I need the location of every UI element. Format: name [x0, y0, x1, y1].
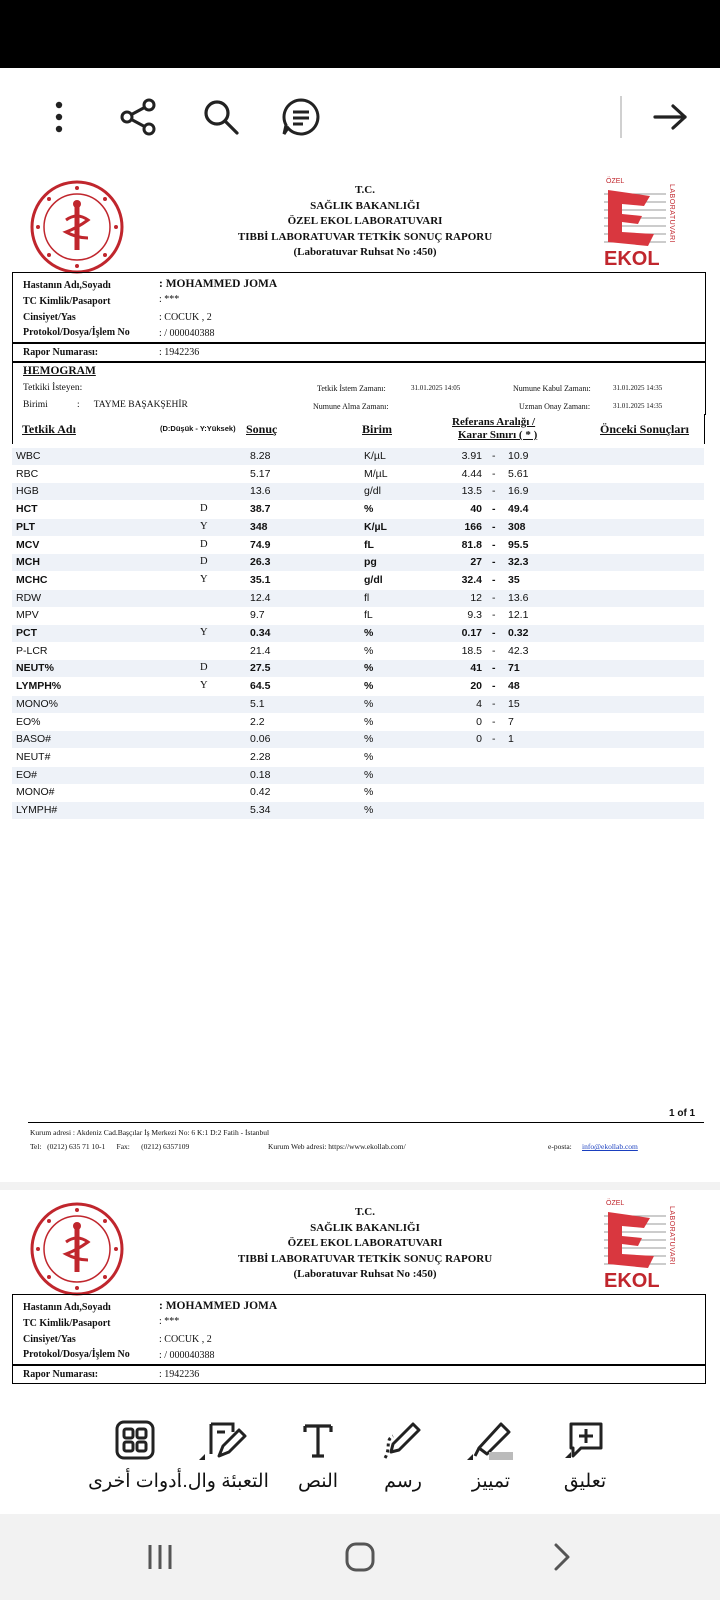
test-name-cell: HGB [16, 485, 39, 498]
flag-cell: Y [200, 520, 208, 532]
col-unit: Birim [362, 422, 392, 436]
patient-name-label: Hastanın Adı,Soyadı [23, 280, 111, 291]
table-row [12, 590, 704, 607]
ref-low-cell: 3.91 [461, 450, 482, 462]
result-cell: 2.2 [250, 715, 265, 728]
result-cell: 35.1 [250, 573, 271, 586]
test-name-cell: PLT [16, 520, 36, 533]
patient-sex-label: Cinsiyet/Yas [23, 1334, 76, 1345]
col-test-name: Tetkik Adı [22, 422, 76, 436]
result-cell: 38.7 [250, 503, 271, 516]
text-icon [263, 1414, 373, 1466]
ministry-seal-logo [30, 1202, 124, 1296]
ref-dash-cell: - [492, 680, 496, 693]
result-cell: 2.28 [250, 750, 271, 763]
footer-tel: Tel: (0212) 635 71 10-1 Fax: (0212) 6357109 [30, 1142, 190, 1151]
test-name-cell: EO# [16, 768, 38, 781]
ref-low-cell: 81.8 [461, 538, 482, 551]
result-cell: 74.9 [250, 538, 271, 551]
search-icon[interactable] [196, 92, 246, 142]
ref-low-cell: 9.3 [467, 609, 482, 622]
ref-high-cell: 71 [508, 662, 520, 675]
patient-name-label: Hastanın Adı,Soyadı [23, 1302, 111, 1313]
ref-dash-cell: - [492, 733, 496, 746]
test-name-cell: MCH [16, 556, 40, 569]
test-name-cell: MONO% [16, 697, 58, 710]
report-number-box [12, 1364, 706, 1384]
patient-sex-value: : COCUK , 2 [159, 1334, 212, 1345]
test-name-cell: NEUT% [16, 662, 54, 675]
col-previous: Önceki Sonuçları [600, 422, 690, 436]
patient-sex-label: Cinsiyet/Yas [23, 312, 76, 323]
table-row [12, 625, 704, 642]
document-viewer[interactable] [0, 166, 720, 1388]
report-number-label: Rapor Numarası: [23, 347, 99, 358]
patient-id-label: TC Kimlik/Pasaport [23, 1318, 111, 1329]
home-icon[interactable] [330, 1534, 390, 1580]
ref-dash-cell: - [492, 627, 496, 639]
table-row [12, 448, 704, 465]
table-row [12, 519, 704, 536]
result-cell: 348 [250, 520, 268, 533]
ref-low-cell: 4 [476, 697, 482, 710]
more-vert-icon[interactable] [34, 92, 84, 142]
test-name-cell: WBC [16, 450, 41, 462]
more-tools-icon [80, 1414, 190, 1466]
unit-value: : TAYME BAŞAKŞEHİR [77, 400, 188, 410]
ref-dash-cell: - [492, 467, 496, 480]
comment-add-icon [530, 1414, 640, 1466]
protocol-label: Protokol/Dosya/İşlem No [23, 327, 130, 338]
table-row [12, 483, 704, 500]
ref-low-cell: 27 [470, 556, 482, 569]
approve-time-value: 31.01.2025 14:35 [613, 402, 663, 410]
header-line-ministry: SAĞLIK BAKANLIĞI [310, 1221, 420, 1234]
test-name-cell: MCV [16, 538, 40, 551]
unit-cell: % [364, 627, 374, 639]
ref-high-cell: 15 [508, 697, 520, 710]
unit-cell: g/dl [364, 573, 383, 586]
col-result: Sonuç [246, 422, 278, 436]
header-line-license: (Laboratuvar Ruhsat No :450) [293, 1268, 437, 1280]
flag-cell: D [200, 662, 208, 674]
table-row [12, 678, 704, 695]
order-time-value: 31.01.2025 14:05 [411, 384, 461, 392]
ref-dash-cell: - [492, 538, 496, 551]
test-name-cell: MCHC [16, 573, 48, 586]
flag-cell: D [200, 503, 208, 515]
more-tools-label: أدوات أخرى [88, 1471, 182, 1492]
unit-cell: % [364, 644, 374, 657]
unit-cell: % [364, 733, 374, 746]
table-row [12, 554, 704, 571]
patient-info-box [12, 272, 706, 344]
draw-tool-label: رسم [384, 1471, 422, 1492]
test-name-cell: RBC [16, 467, 39, 480]
unit-cell: % [364, 750, 374, 763]
test-name-cell: MPV [16, 609, 39, 622]
result-cell: 0.34 [250, 627, 271, 639]
unit-cell: % [364, 503, 374, 516]
result-cell: 13.6 [250, 485, 271, 498]
ref-low-cell: 0.17 [461, 627, 482, 639]
header-line-report: TIBBİ LABORATUVAR TETKİK SONUÇ RAPORU [237, 1252, 493, 1265]
ref-high-cell: 13.6 [508, 591, 529, 604]
table-row [12, 802, 704, 819]
fill-sign-tool-label: التعبئة وال.. [177, 1471, 269, 1492]
ekol-logo: ÖZEL LABORATUVARI EKOL [604, 1200, 675, 1292]
table-row [12, 607, 704, 624]
test-name-cell: P-LCR [16, 644, 48, 657]
ref-low-cell: 12 [470, 591, 482, 604]
unit-cell: K/µL [364, 450, 386, 462]
ref-high-cell: 7 [508, 715, 514, 728]
page-count: 1 of 1 [669, 1108, 696, 1119]
header-line-report: TIBBİ LABORATUVAR TETKİK SONUÇ RAPORU [237, 230, 493, 243]
ref-high-cell: 10.9 [508, 450, 529, 462]
bottom-tool-bar [0, 1388, 720, 1514]
test-name-cell: BASO# [16, 733, 52, 746]
unit-cell: K/µL [364, 520, 387, 533]
col-ref-line2: Karar Sınırı ( * ) [458, 429, 538, 441]
table-row [12, 501, 704, 518]
ref-dash-cell: - [492, 697, 496, 710]
ref-low-cell: 18.5 [461, 644, 482, 657]
ref-low-cell: 13.5 [461, 485, 482, 498]
result-cell: 64.5 [250, 680, 271, 693]
flag-cell: D [200, 538, 208, 550]
comment-tool[interactable] [530, 1414, 640, 1493]
result-cell: 27.5 [250, 662, 271, 675]
ref-high-cell: 95.5 [508, 538, 529, 551]
result-cell: 5.17 [250, 467, 271, 480]
comment-tool-label: تعليق [563, 1471, 607, 1492]
report-number-label: Rapor Numarası: [23, 1369, 99, 1380]
highlight-tool-label: تمييز [471, 1471, 511, 1492]
result-cell: 21.4 [250, 644, 271, 657]
test-name-cell: LYMPH% [16, 680, 62, 693]
table-row [12, 784, 704, 801]
sample-time-label: Numune Alma Zamanı: [313, 402, 389, 411]
ref-high-cell: 0.32 [508, 627, 529, 639]
result-cell: 9.7 [250, 609, 265, 622]
report-number-box [12, 342, 706, 362]
flag-cell: D [200, 556, 208, 568]
unit-cell: pg [364, 556, 377, 569]
header-line-tc: T.C. [355, 184, 375, 196]
section-title: HEMOGRAM [23, 365, 96, 377]
ministry-seal-logo [30, 180, 124, 274]
ref-dash-cell: - [492, 520, 496, 533]
text-tool-label: النص [297, 1471, 339, 1492]
patient-id-value: : *** [159, 1316, 180, 1327]
report-number-value: : 1942236 [159, 347, 200, 358]
patient-info-box [12, 1294, 706, 1366]
unit-cell: M/µL [364, 467, 388, 480]
ref-dash-cell: - [492, 609, 496, 622]
table-row [12, 643, 704, 660]
recents-icon[interactable] [130, 1534, 190, 1580]
unit-cell: fL [364, 609, 373, 622]
patient-name-value: : MOHAMMED JOMA [159, 1300, 278, 1312]
approve-time-label: Uzman Onay Zamanı: [519, 402, 591, 411]
protocol-value: : / 000040388 [159, 328, 215, 339]
ref-dash-cell: - [492, 485, 496, 498]
report-number-value: : 1942236 [159, 1369, 200, 1380]
ref-high-cell: 16.9 [508, 485, 529, 498]
unit-cell: fl [364, 591, 370, 604]
table-row [12, 572, 704, 589]
ref-high-cell: 42.3 [508, 644, 529, 657]
pdf-page-1 [0, 166, 720, 1182]
ref-high-cell: 5.61 [508, 467, 529, 480]
table-row [12, 660, 704, 677]
ref-high-cell: 35 [508, 573, 520, 586]
ref-high-cell: 12.1 [508, 609, 529, 622]
unit-label: Birimi [23, 400, 48, 410]
ref-dash-cell: - [492, 450, 496, 462]
patient-sex-value: : COCUK , 2 [159, 312, 212, 323]
result-cell: 0.06 [250, 733, 271, 746]
unit-cell: g/dl [364, 485, 381, 498]
footer-email-label: e-posta: [548, 1142, 572, 1151]
test-name-cell: MONO# [16, 786, 55, 799]
table-row [12, 696, 704, 713]
result-cell: 26.3 [250, 556, 271, 569]
header-line-license: (Laboratuvar Ruhsat No :450) [293, 246, 437, 258]
unit-cell: fL [364, 538, 374, 551]
ekol-logo: ÖZEL LABORATUVARI EKOL [604, 178, 675, 270]
protocol-label: Protokol/Dosya/İşlem No [23, 1349, 130, 1360]
table-row [12, 731, 704, 748]
col-flag-legend: (D:Düşük - Y:Yüksek) [160, 424, 236, 433]
comment-icon[interactable] [276, 92, 326, 142]
table-row [12, 537, 704, 554]
ref-low-cell: 0 [476, 733, 482, 746]
back-icon[interactable] [532, 1534, 592, 1580]
ref-high-cell: 308 [508, 520, 526, 533]
flag-cell: Y [200, 680, 208, 692]
unit-cell: % [364, 715, 374, 728]
table-row [12, 749, 704, 766]
table-row [12, 714, 704, 731]
unit-cell: % [364, 768, 374, 781]
arrow-right-icon[interactable] [646, 92, 696, 142]
flag-cell: Y [200, 627, 208, 638]
table-row [12, 466, 704, 483]
test-name-cell: HCT [16, 503, 38, 516]
ref-low-cell: 40 [470, 503, 482, 516]
accept-time-value: 31.01.2025 14:35 [613, 384, 663, 392]
result-cell: 5.1 [250, 697, 265, 710]
ref-high-cell: 32.3 [508, 556, 529, 569]
footer-email-link[interactable]: info@ekollab.com [582, 1142, 638, 1151]
ref-low-cell: 41 [470, 662, 482, 675]
ref-dash-cell: - [492, 591, 496, 604]
test-name-cell: NEUT# [16, 750, 51, 763]
test-name-cell: LYMPH# [16, 804, 58, 816]
ref-dash-cell: - [492, 556, 496, 569]
order-time-label: Tetkik İstem Zamanı: [317, 384, 386, 393]
unit-cell: % [364, 804, 374, 816]
share-icon[interactable] [114, 92, 164, 142]
table-row [12, 767, 704, 784]
ref-dash-cell: - [492, 573, 496, 586]
text-tool[interactable] [263, 1414, 373, 1493]
ref-low-cell: 4.44 [461, 467, 482, 480]
system-nav-bar [0, 1514, 720, 1600]
status-bar [0, 0, 720, 68]
ref-low-cell: 32.4 [461, 573, 482, 586]
test-meta-box [12, 362, 706, 415]
result-cell: 5.34 [250, 804, 271, 816]
unit-cell: % [364, 786, 374, 799]
requester-label: Tetkiki İsteyen: [23, 383, 83, 393]
footer-address: Kurum adresi : Akdeniz Cad.Başçılar İş Merkezi No: 6 K:1 D:2 Fatih - İstanbul [30, 1128, 270, 1137]
ref-low-cell: 20 [470, 680, 482, 693]
result-cell: 8.28 [250, 450, 271, 462]
unit-cell: % [364, 662, 374, 675]
header-line-tc: T.C. [355, 1206, 375, 1218]
result-cell: 0.42 [250, 786, 271, 799]
flag-cell: Y [200, 573, 208, 585]
test-name-cell: EO% [16, 715, 41, 728]
ref-dash-cell: - [492, 715, 496, 728]
toolbar-divider [620, 96, 622, 138]
unit-cell: % [364, 697, 374, 710]
patient-name-value: : MOHAMMED JOMA [159, 278, 278, 290]
patient-id-value: : *** [159, 294, 180, 305]
header-line-lab: ÖZEL EKOL LABORATUVARI [287, 215, 443, 227]
ref-high-cell: 1 [508, 733, 514, 746]
ref-low-cell: 0 [476, 715, 482, 728]
header-line-lab: ÖZEL EKOL LABORATUVARI [287, 1237, 443, 1249]
top-toolbar [0, 68, 720, 166]
test-name-cell: PCT [16, 627, 37, 639]
result-cell: 0.18 [250, 768, 271, 781]
ref-high-cell: 48 [508, 680, 520, 693]
more-tools[interactable] [80, 1414, 190, 1493]
footer-web: Kurum Web adresi: https://www.ekollab.com/ [268, 1142, 406, 1151]
unit-cell: % [364, 680, 374, 693]
pdf-page-2 [0, 1190, 720, 1388]
protocol-value: : / 000040388 [159, 1350, 215, 1361]
accept-time-label: Numune Kabul Zamanı: [513, 384, 591, 393]
ref-dash-cell: - [492, 662, 496, 675]
result-cell: 12.4 [250, 591, 271, 604]
ref-high-cell: 49.4 [508, 503, 529, 516]
header-line-ministry: SAĞLIK BAKANLIĞI [310, 199, 420, 212]
ref-low-cell: 166 [464, 520, 482, 533]
col-ref-line1: Referans Aralığı / [452, 416, 536, 428]
ref-dash-cell: - [492, 644, 496, 657]
patient-id-label: TC Kimlik/Pasaport [23, 296, 111, 307]
ref-dash-cell: - [492, 503, 496, 516]
test-name-cell: RDW [16, 591, 42, 604]
